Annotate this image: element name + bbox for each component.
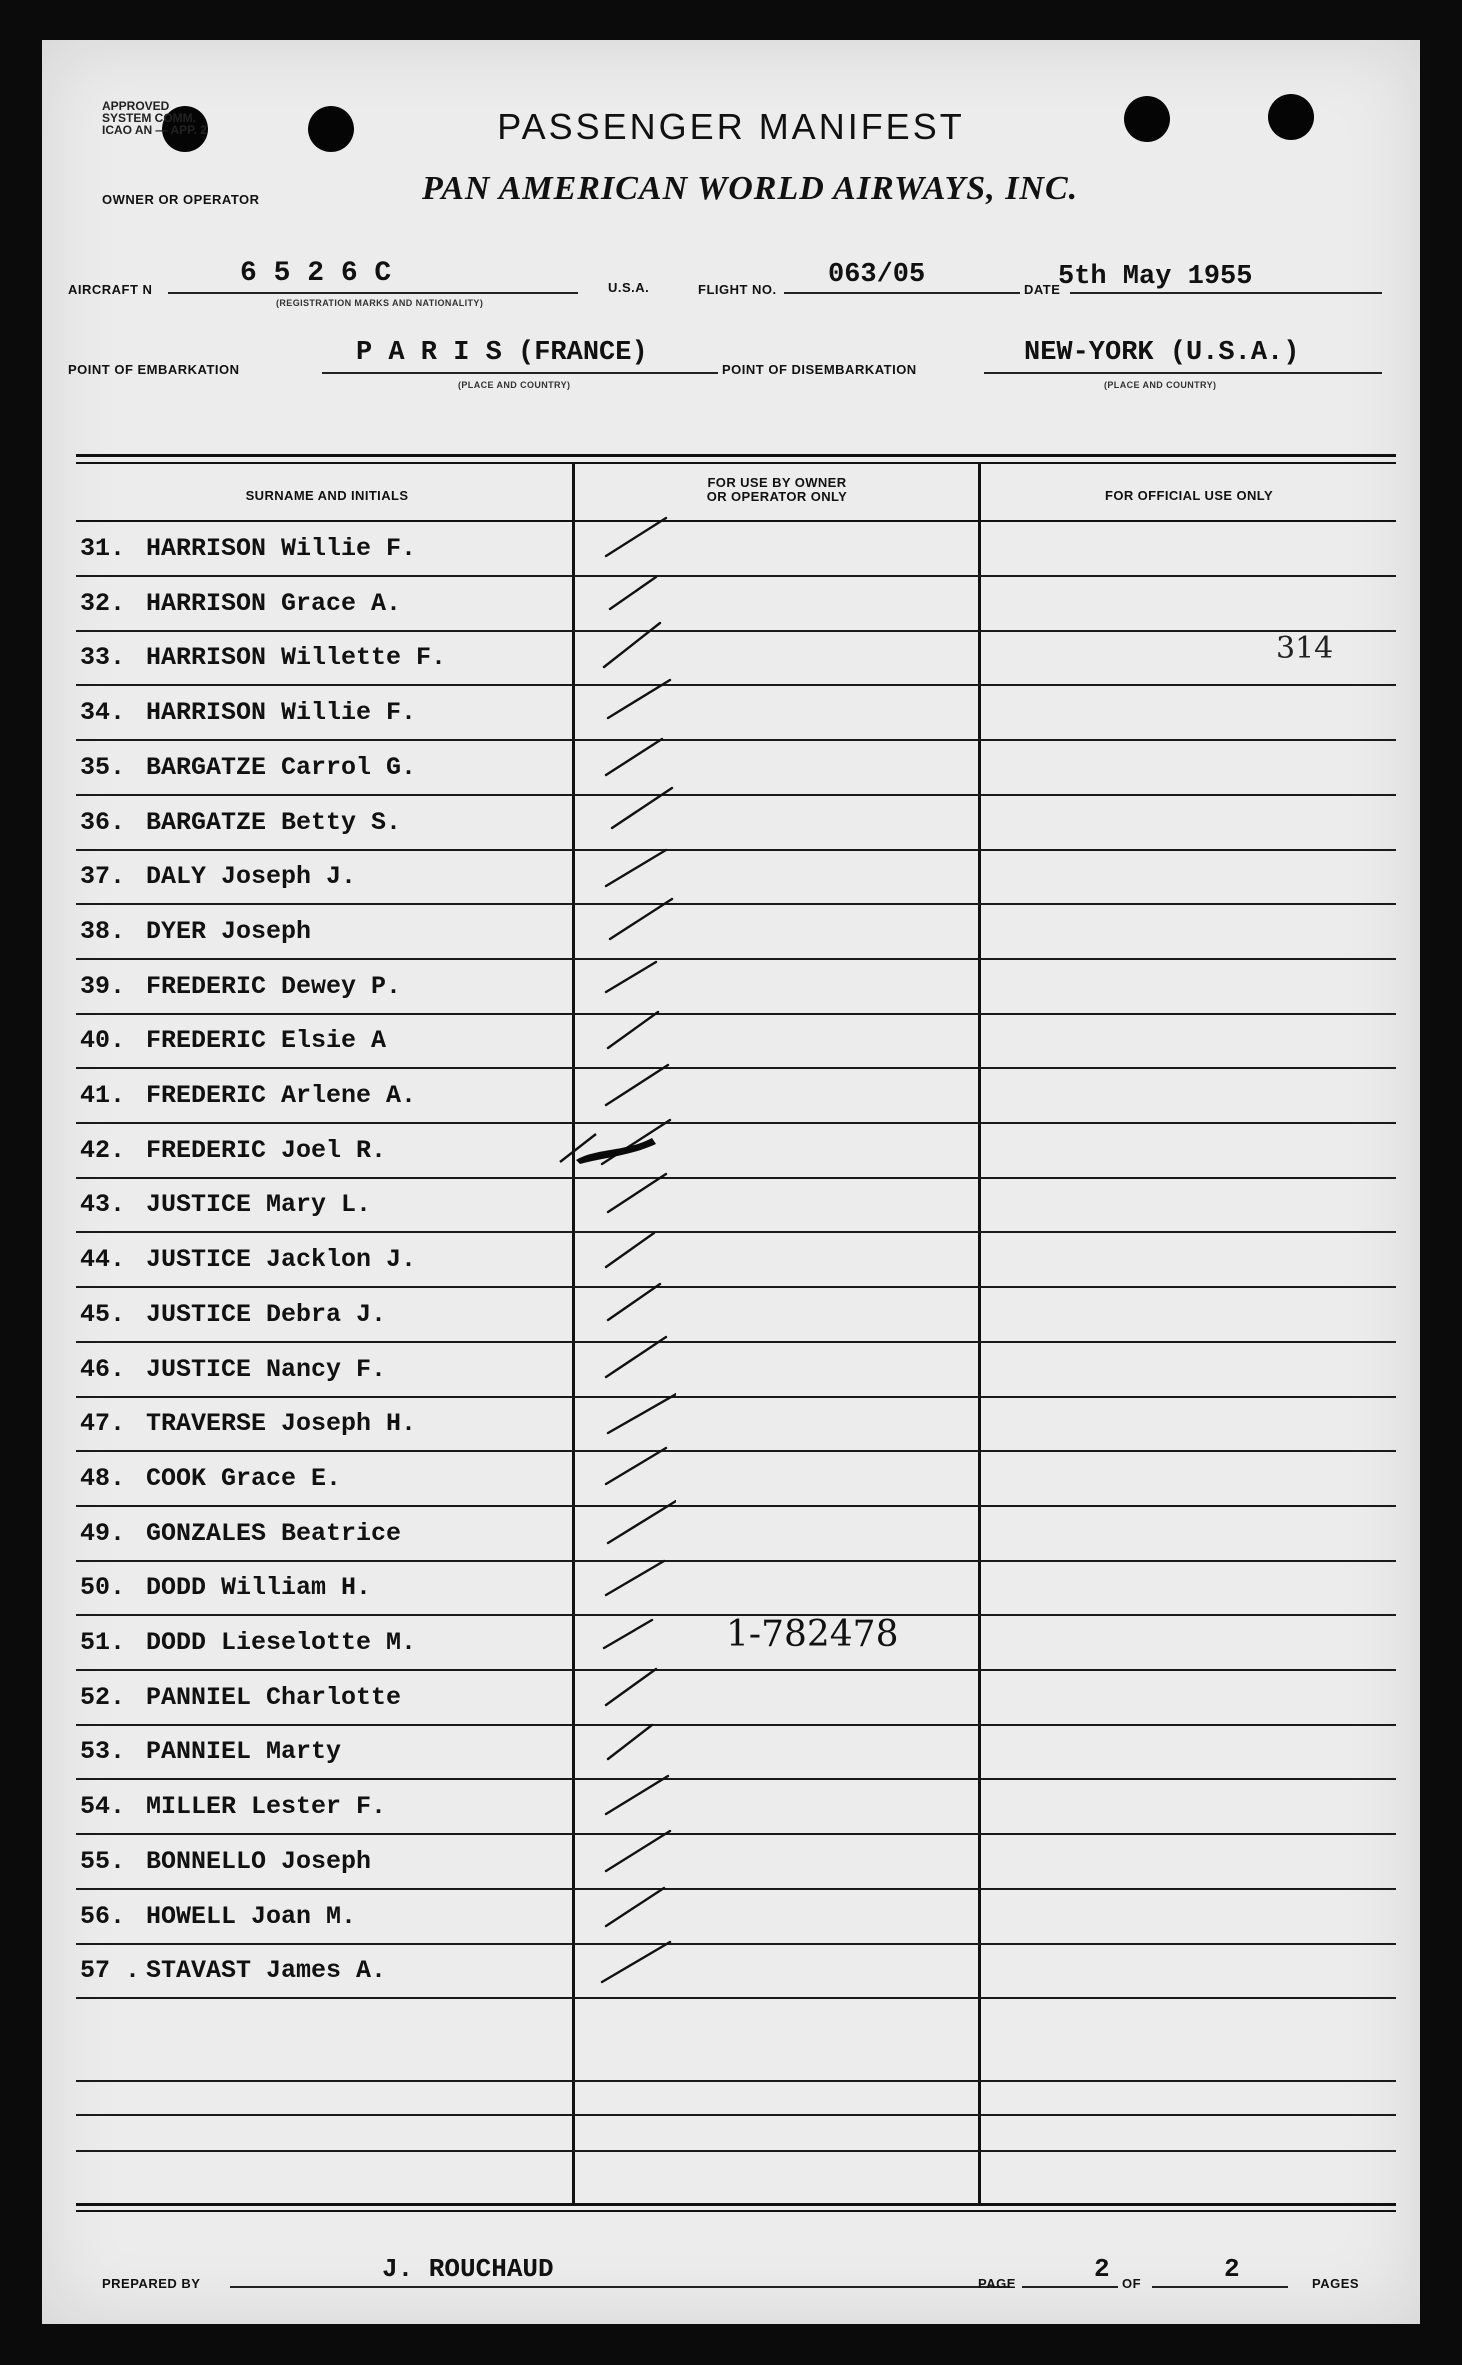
check-mark-icon	[596, 504, 676, 564]
row-number: 55.	[80, 1846, 126, 1876]
check-mark-icon	[596, 1215, 676, 1275]
check-mark-icon	[596, 613, 676, 673]
official-mark: 314	[1276, 631, 1334, 667]
document-title: PASSENGER MANIFEST	[497, 106, 965, 147]
column-header-official: FOR OFFICIAL USE ONLY	[1104, 488, 1274, 503]
check-mark-icon	[596, 1707, 676, 1767]
check-mark-icon	[596, 887, 676, 947]
check-mark-icon	[596, 1817, 676, 1877]
table-row	[76, 1452, 1396, 1507]
table-row	[76, 1124, 1396, 1179]
check-mark-icon	[596, 996, 676, 1056]
check-mark-icon	[596, 1926, 676, 1986]
row-number: 37.	[80, 862, 126, 892]
table-row	[76, 1178, 1396, 1233]
passenger-name: STAVAST James A.	[146, 1956, 387, 1986]
embarkation-line	[322, 372, 718, 374]
ink-blot	[556, 1126, 666, 1166]
column-header-names: SURNAME AND INITIALS	[245, 488, 409, 503]
table-row	[76, 1944, 1396, 1999]
table-row	[76, 960, 1396, 1015]
check-mark-icon	[596, 1543, 676, 1603]
passenger-name: HARRISON Willie F.	[146, 698, 417, 728]
table-row	[76, 1725, 1396, 1780]
row-number: 56.	[80, 1901, 126, 1931]
table-row	[76, 1343, 1396, 1398]
row-number: 39.	[80, 971, 126, 1001]
pages-label: PAGES	[1312, 2276, 1360, 2291]
table-row	[76, 1561, 1396, 1616]
table-bottom-rule	[76, 2210, 1396, 2212]
check-mark-icon	[596, 1325, 676, 1385]
airline-name: PAN AMERICAN WORLD AIRWAYS, INC.	[422, 170, 1079, 207]
table-row	[76, 1069, 1396, 1124]
passenger-name: FREDERIC Elsie A	[146, 1026, 387, 1056]
flight-line	[784, 292, 1020, 294]
table-row	[76, 686, 1396, 741]
passenger-name: DODD William H.	[146, 1573, 372, 1603]
row-number: 49.	[80, 1518, 126, 1548]
aircraft-sublabel: (REGISTRATION MARKS AND NATIONALITY)	[276, 298, 484, 308]
table-bottom-rule	[76, 2203, 1396, 2206]
check-mark-icon	[596, 832, 676, 892]
check-mark-icon	[596, 1270, 676, 1330]
row-number: 52.	[80, 1682, 126, 1712]
empty-row-rule	[76, 2080, 1396, 2082]
check-mark-icon	[596, 1489, 676, 1549]
of-value: 2	[1224, 2254, 1240, 2284]
table-row	[76, 631, 1396, 686]
table-row	[76, 1780, 1396, 1835]
check-mark-icon	[596, 1872, 676, 1932]
of-line	[1152, 2286, 1288, 2288]
table-top-rule	[76, 454, 1396, 457]
row-number: 48.	[80, 1463, 126, 1493]
passenger-name: DALY Joseph J.	[146, 862, 357, 892]
nationality-label: U.S.A.	[608, 280, 650, 295]
check-mark-icon	[596, 1051, 676, 1111]
passenger-name: FREDERIC Arlene A.	[146, 1081, 417, 1110]
row-number: 41.	[80, 1081, 126, 1110]
flight-label: FLIGHT NO.	[698, 282, 777, 297]
row-number: 40.	[80, 1026, 126, 1056]
row-number: 54.	[80, 1792, 126, 1822]
check-mark-icon	[596, 1762, 676, 1822]
aircraft-label: AIRCRAFT N	[68, 282, 153, 297]
check-mark-icon	[596, 942, 676, 1002]
page-value: 2	[1094, 2254, 1110, 2284]
row-number: 33.	[80, 643, 126, 673]
column-header-owner: FOR USE BY OWNER OR OPERATOR ONLY	[706, 475, 848, 504]
passenger-name: GONZALES Beatrice	[146, 1518, 402, 1548]
disembarkation-label: POINT OF DISEMBARKATION	[722, 362, 917, 377]
passenger-name: HARRISON Willie F.	[146, 534, 417, 563]
passenger-name: JUSTICE Debra J.	[146, 1299, 387, 1329]
passenger-name: FREDERIC Dewey P.	[146, 971, 402, 1001]
aircraft-value: 6 5 2 6 C	[240, 258, 392, 289]
row-number: 38.	[80, 916, 126, 946]
passenger-name: DYER Joseph	[146, 916, 312, 946]
row-number: 51.	[80, 1628, 126, 1657]
date-value: 5th May 1955	[1058, 262, 1253, 292]
check-mark-icon	[596, 1598, 676, 1658]
embarkation-sublabel: (PLACE AND COUNTRY)	[458, 380, 571, 390]
table-row	[76, 1014, 1396, 1069]
of-label: OF	[1122, 2276, 1142, 2291]
date-line	[1070, 292, 1382, 294]
table-row	[76, 796, 1396, 851]
manifest-sheet	[42, 40, 1420, 2324]
table-row	[76, 1288, 1396, 1343]
table-row	[76, 905, 1396, 960]
disembarkation-sublabel: (PLACE AND COUNTRY)	[1104, 380, 1217, 390]
passenger-name: PANNIEL Marty	[146, 1737, 342, 1767]
approval-line: ICAO AN — APP. 2	[102, 123, 207, 137]
row-number: 42.	[80, 1135, 126, 1165]
passenger-name: BARGATZE Carrol G.	[146, 752, 417, 782]
passenger-name: FREDERIC Joel R.	[146, 1135, 387, 1165]
passenger-name: HARRISON Willette F.	[146, 643, 447, 673]
aircraft-line	[168, 292, 578, 294]
handwritten-note: 1-782478	[726, 1614, 899, 1655]
check-mark-icon	[596, 778, 676, 838]
passenger-name: TRAVERSE Joseph H.	[146, 1409, 417, 1439]
page-label: PAGE	[978, 2276, 1016, 2291]
table-row	[76, 1233, 1396, 1288]
passenger-name: HOWELL Joan M.	[146, 1901, 357, 1931]
table-row	[76, 850, 1396, 905]
table-row	[76, 577, 1396, 632]
row-number: 35.	[80, 752, 126, 782]
passenger-name: JUSTICE Jacklon J.	[146, 1245, 417, 1275]
table-row	[76, 1671, 1396, 1726]
row-number: 32.	[80, 588, 126, 618]
owner-label: OWNER OR OPERATOR	[102, 192, 260, 207]
embarkation-label: POINT OF EMBARKATION	[68, 362, 240, 377]
row-rule	[76, 1997, 1396, 1999]
check-mark-icon	[596, 559, 676, 619]
passenger-name: BARGATZE Betty S.	[146, 807, 402, 837]
check-mark-icon	[596, 668, 676, 728]
table-row	[76, 1397, 1396, 1452]
passenger-name: PANNIEL Charlotte	[146, 1682, 402, 1712]
passenger-name: HARRISON Grace A.	[146, 588, 402, 618]
prepared-value: J. ROUCHAUD	[382, 2254, 554, 2284]
check-mark-icon	[596, 1379, 676, 1439]
row-number: 34.	[80, 698, 126, 728]
table-row	[76, 1616, 1396, 1671]
row-number: 53.	[80, 1737, 126, 1767]
disembarkation-line	[984, 372, 1382, 374]
row-number: 44.	[80, 1245, 126, 1275]
date-label: DATE	[1024, 282, 1061, 297]
passenger-name: JUSTICE Nancy F.	[146, 1354, 387, 1384]
passenger-name: JUSTICE Mary L.	[146, 1190, 372, 1220]
page-line	[1022, 2286, 1118, 2288]
prepared-label: PREPARED BY	[102, 2276, 201, 2291]
check-mark-icon	[596, 1653, 676, 1713]
row-number: 31.	[80, 534, 126, 563]
check-mark-icon	[596, 723, 676, 783]
empty-row-rule	[76, 2150, 1396, 2152]
approval-line: APPROVED	[102, 99, 170, 113]
approval-line: SYSTEM COMM.	[102, 111, 197, 125]
empty-row-rule	[76, 2114, 1396, 2116]
row-number: 50.	[80, 1573, 126, 1603]
row-number: 57 .	[80, 1956, 141, 1986]
table-row	[76, 741, 1396, 796]
table-row	[76, 1507, 1396, 1562]
row-number: 45.	[80, 1299, 126, 1329]
row-number: 46.	[80, 1354, 126, 1384]
table-row	[76, 1835, 1396, 1890]
prepared-line	[230, 2286, 1010, 2288]
disembarkation-value: NEW-YORK (U.S.A.)	[1024, 338, 1300, 368]
table-top-rule	[76, 462, 1396, 464]
passenger-name: BONNELLO Joseph	[146, 1846, 372, 1876]
check-mark-icon	[596, 1160, 676, 1220]
table-row	[76, 1890, 1396, 1945]
row-number: 43.	[80, 1190, 126, 1220]
passenger-name: MILLER Lester F.	[146, 1792, 387, 1822]
row-number: 47.	[80, 1409, 126, 1439]
flight-value: 063/05	[828, 260, 926, 290]
table-row	[76, 522, 1396, 577]
row-number: 36.	[80, 807, 126, 837]
check-mark-icon	[596, 1434, 676, 1494]
passenger-name: DODD Lieselotte M.	[146, 1628, 417, 1657]
embarkation-value: P A R I S (FRANCE)	[356, 338, 648, 368]
passenger-name: COOK Grace E.	[146, 1463, 342, 1493]
